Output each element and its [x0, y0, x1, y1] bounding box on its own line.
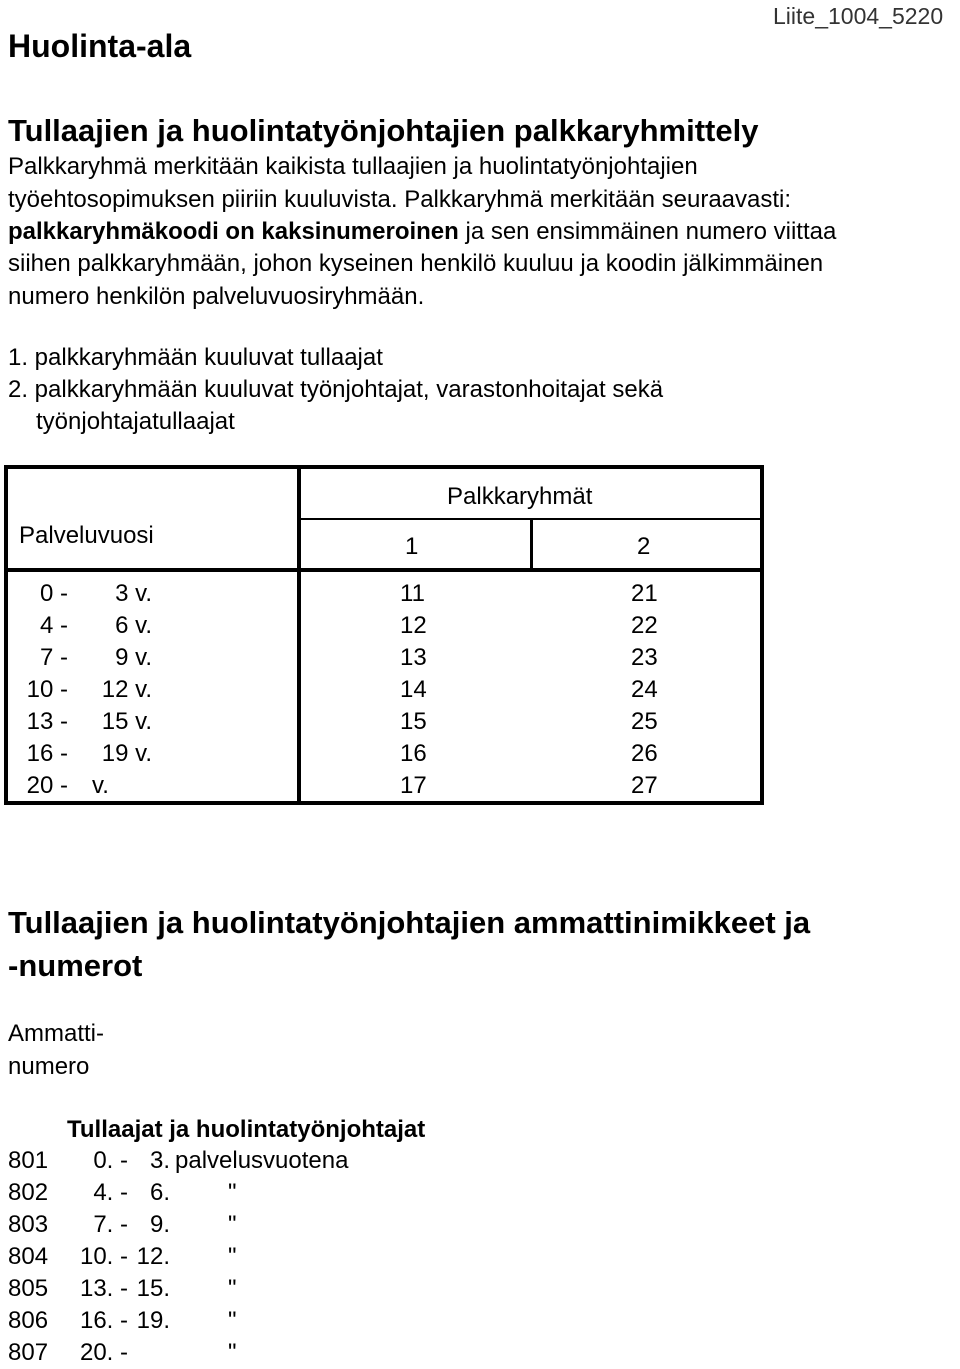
occupation-code: 805 — [8, 1275, 49, 1302]
occupation-code: 806 — [8, 1307, 49, 1334]
range-start: 4. - — [93, 1179, 128, 1206]
table-cell: 21 — [631, 580, 658, 607]
range-start: 0 - — [39, 580, 68, 607]
code-label-line-1: Ammatti- — [8, 1020, 104, 1047]
range-end: 12 v. — [101, 676, 152, 703]
table-divider-columns — [530, 519, 533, 570]
range-start: 20 - — [26, 772, 68, 799]
table-cell: 12 — [400, 612, 427, 639]
range-end: 6. — [149, 1179, 170, 1206]
page-title: Huolinta-ala — [8, 28, 192, 64]
table-cell: 13 — [400, 644, 427, 671]
occupation-note: " — [228, 1211, 237, 1238]
document-reference: Liite_1004_5220 — [773, 3, 944, 29]
list-item-2-cont: työnjohtajatullaajat — [36, 408, 235, 435]
section2-title-line-1: Tullaajien ja huolintatyönjohtajien ammattinimikkeet ja — [8, 905, 811, 940]
bold-phrase: palkkaryhmäkoodi on kaksinumeroinen — [8, 218, 459, 245]
table-divider-horizontal — [4, 568, 764, 572]
range-start: 13 - — [26, 708, 68, 735]
range-end: 15 v. — [101, 708, 152, 735]
paragraph-line-5: numero henkilön palveluvuosiryhmään. — [8, 283, 425, 310]
table-cell: 23 — [631, 644, 658, 671]
occupation-codes — [8, 1145, 48, 1369]
paragraph-line-1: Palkkaryhmä merkitään kaikista tullaajien ja huolintatyönjohtajien — [8, 153, 698, 180]
range-end: 3. — [149, 1147, 170, 1174]
range-end-column — [74, 578, 152, 802]
group-2-codes — [631, 578, 658, 802]
occupation-code: 807 — [8, 1339, 49, 1366]
table-cell: 27 — [631, 772, 658, 799]
range-start: 7. - — [93, 1211, 128, 1238]
list-item-1: 1. palkkaryhmään kuuluvat tullaajat — [8, 344, 383, 371]
occupation-note: " — [228, 1179, 237, 1206]
paragraph-line-2: työehtosopimuksen piiriin kuuluvista. Palkkaryhmä merkitään seuraavasti: — [8, 186, 792, 213]
range-end: 12. — [136, 1243, 170, 1270]
table-divider-group — [297, 518, 764, 520]
table-border-top — [4, 465, 764, 469]
range-start: 4 - — [39, 612, 68, 639]
occupation-note: " — [228, 1307, 237, 1334]
range-start: 0. - — [93, 1147, 128, 1174]
range-start: 10 - — [26, 676, 68, 703]
section1-title: Tullaajien ja huolintatyönjohtajien palkkaryhmittely — [8, 113, 759, 148]
section2-title-line-2: -numerot — [8, 948, 143, 983]
range-start: 20. - — [79, 1339, 128, 1366]
table-cell: 22 — [631, 612, 658, 639]
table-border-right — [760, 465, 764, 805]
range-end: 3 v. — [115, 580, 152, 607]
table-group-header: Palkkaryhmät — [447, 483, 593, 510]
group-1-codes — [400, 578, 427, 802]
range-end: 6 v. — [115, 612, 152, 639]
range-end: 19 v. — [101, 740, 152, 767]
table-divider-vertical — [297, 465, 301, 805]
range-start: 16 - — [26, 740, 68, 767]
code-label-line-2: numero — [8, 1053, 90, 1080]
occupation-code: 802 — [8, 1179, 49, 1206]
table-row-header: Palveluvuosi — [19, 522, 154, 549]
range-start: 13. - — [79, 1275, 128, 1302]
table-cell: 11 — [400, 580, 425, 607]
table-cell: 25 — [631, 708, 658, 735]
occupation-code: 804 — [8, 1243, 49, 1270]
occupation-note: " — [228, 1275, 237, 1302]
range-end: 9. — [149, 1211, 170, 1238]
table-column-1: 1 — [405, 533, 419, 560]
table-cell: 26 — [631, 740, 658, 767]
range-start: 10. - — [79, 1243, 128, 1270]
range-end: v. — [92, 772, 109, 799]
occupation-code: 801 — [8, 1147, 49, 1174]
range-end: 15. — [136, 1275, 170, 1302]
occupations-subheading: Tullaajat ja huolintatyönjohtajat — [67, 1116, 426, 1143]
table-column-2: 2 — [637, 533, 651, 560]
range-start-column — [0, 578, 68, 802]
occupation-range-end — [128, 1145, 170, 1369]
list-item-2: 2. palkkaryhmään kuuluvat työnjohtajat, varastonhoitajat sekä — [8, 376, 664, 403]
range-end: 9 v. — [115, 644, 152, 671]
range-start: 16. - — [79, 1307, 128, 1334]
paragraph-line-3-rest: ja sen ensimmäinen numero viittaa — [465, 218, 837, 245]
occupation-note: palvelusvuotena — [175, 1147, 349, 1174]
table-cell: 15 — [400, 708, 427, 735]
occupation-range-start — [54, 1145, 128, 1369]
table-cell: 14 — [400, 676, 427, 703]
occupation-note: " — [228, 1243, 237, 1270]
range-end — [128, 1337, 170, 1369]
table-cell: 24 — [631, 676, 658, 703]
occupation-code: 803 — [8, 1211, 49, 1238]
occupation-notes — [175, 1145, 348, 1369]
paragraph-line-4: siihen palkkaryhmään, johon kyseinen henkilö kuuluu ja koodin jälkimmäinen — [8, 250, 824, 277]
range-end: 19. — [136, 1307, 170, 1334]
table-cell: 17 — [400, 772, 427, 799]
table-cell: 16 — [400, 740, 427, 767]
range-start: 7 - — [39, 644, 68, 671]
occupation-note: " — [228, 1339, 237, 1366]
